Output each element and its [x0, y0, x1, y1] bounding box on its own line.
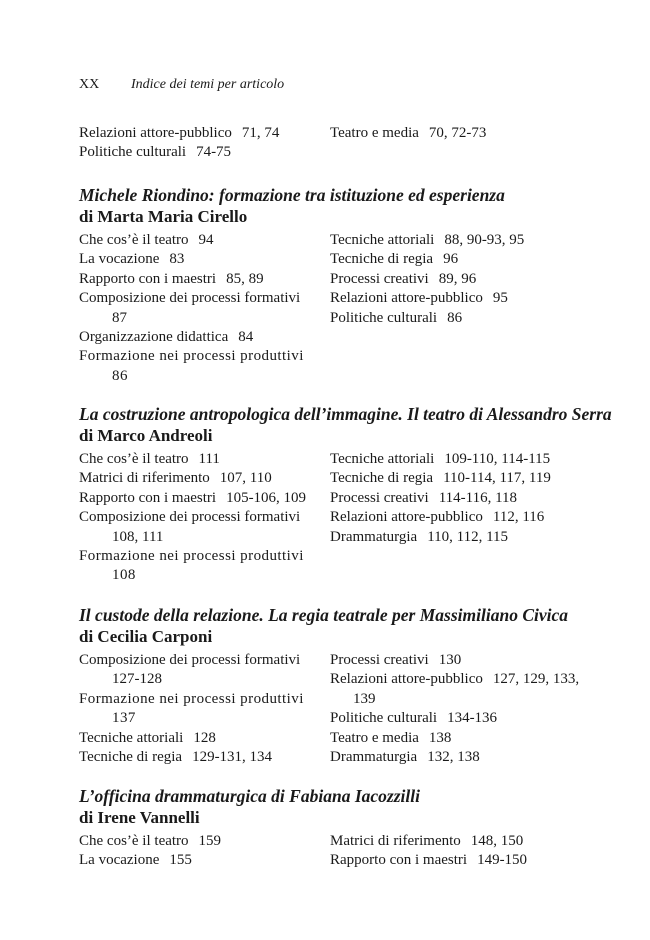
entry-term: Che cos’è il teatro — [79, 833, 189, 849]
index-entry — [330, 450, 580, 469]
index-entry — [79, 270, 319, 289]
entry-pages: 127, 129, 133, 139 — [353, 671, 580, 707]
entry-term: Teatro e media — [330, 125, 419, 141]
article-title: Il custode della relazione. La regia teatrale per Massimiliano Civica — [79, 605, 569, 625]
entry-pages: 138 — [428, 729, 452, 746]
entry-pages: 83 — [169, 251, 185, 268]
page-number: XX — [79, 77, 100, 92]
index-entry — [79, 328, 319, 347]
index-entry — [330, 651, 580, 670]
index-entry — [79, 250, 319, 269]
entry-pages: 74-75 — [196, 144, 232, 161]
index-entry — [330, 124, 580, 143]
section-iacozzilli — [79, 786, 579, 869]
article-author: di Marco Andreoli — [79, 426, 213, 445]
index-entry — [330, 469, 580, 488]
entry-term: Processi creativi — [330, 652, 429, 668]
entry-term: Politiche culturali — [79, 144, 187, 161]
entry-term: Tecniche di regia — [330, 251, 434, 268]
entry-pages: 129-131, 134 — [192, 749, 273, 766]
entry-pages: 86 — [112, 367, 128, 384]
entry-pages: 87 — [112, 309, 127, 326]
entry-pages: 94 — [198, 232, 214, 248]
entry-term: Composizione dei processi formativi — [79, 509, 301, 526]
running-title: Indice dei temi per articolo — [131, 77, 285, 92]
entry-pages: 86 — [447, 309, 463, 326]
article-title: L’officina drammaturgica di Fabiana Iacozzilli — [79, 786, 420, 806]
article-author: di Cecilia Carponi — [79, 627, 213, 646]
entry-term: Matrici di riferimento — [79, 470, 210, 487]
entry-term: Relazioni attore-pubblico — [330, 290, 483, 307]
index-entry — [330, 508, 580, 527]
entry-term: Tecniche attoriali — [79, 729, 184, 746]
entry-term: Rapporto con i maestri — [79, 489, 217, 506]
entry-pages: 132, 138 — [427, 749, 480, 766]
entry-term: Politiche culturali — [330, 710, 438, 727]
entry-pages: 108, 111 — [112, 528, 164, 545]
entry-term: La vocazione — [79, 852, 160, 869]
index-entry — [330, 729, 580, 748]
entry-term: Processi creativi — [330, 489, 429, 506]
entry-pages: 134-136 — [447, 710, 498, 727]
entry-term: Rapporto con i maestri — [330, 852, 468, 869]
index-entry — [79, 231, 319, 250]
entry-term: Tecniche di regia — [330, 470, 434, 487]
entry-term: Tecniche attoriali — [330, 451, 435, 467]
entry-term: Formazione nei processi produttivi — [79, 348, 304, 365]
entry-term: Tecniche di regia — [79, 749, 183, 766]
entry-pages: 95 — [492, 290, 508, 307]
index-entry — [330, 670, 580, 709]
index-entry — [330, 709, 580, 728]
entry-pages: 137 — [112, 710, 136, 727]
entry-term: Relazioni attore-pubblico — [330, 671, 483, 688]
entry-term: Organizzazione didattica — [79, 329, 229, 346]
article-title: La costruzione antropologica dell’immagine. Il teatro di Alessandro Serra — [79, 404, 612, 424]
index-entry — [330, 270, 580, 289]
entry-pages: 71, 74 — [241, 125, 280, 141]
index-entry — [79, 347, 319, 386]
entry-pages: 148, 150 — [470, 833, 524, 849]
entry-term: Drammaturgia — [330, 749, 418, 766]
index-entry — [79, 469, 319, 488]
entry-pages: 111 — [198, 451, 220, 467]
index-entry — [79, 143, 319, 162]
index-entry — [79, 124, 319, 143]
index-entry — [330, 832, 580, 851]
entry-pages: 109-110, 114-115 — [444, 451, 551, 467]
entry-term: Che cos’è il teatro — [79, 451, 189, 467]
entry-term: Relazioni attore-pubblico — [79, 125, 232, 141]
index-entry — [330, 309, 580, 328]
section-serra — [79, 404, 612, 584]
entry-term: Teatro e media — [330, 729, 419, 746]
entry-pages: 127-128 — [112, 671, 162, 688]
entry-pages: 107, 110 — [219, 470, 272, 487]
index-entry — [79, 748, 319, 767]
entry-term: Drammaturgia — [330, 528, 418, 545]
entry-pages: 105-106, 109 — [226, 489, 307, 506]
section-riondino — [79, 185, 579, 384]
entry-pages: 128 — [193, 729, 216, 746]
entry-term: Che cos’è il teatro — [79, 232, 189, 248]
index-entry — [79, 450, 319, 469]
index-entry — [79, 651, 319, 690]
entry-term: Politiche culturali — [330, 309, 438, 326]
article-title: Michele Riondino: formazione tra istituzione ed esperienza — [79, 185, 505, 205]
running-header — [79, 77, 284, 93]
entry-pages: 84 — [238, 329, 254, 346]
entry-pages: 130 — [438, 652, 462, 668]
entry-term: Formazione nei processi produttivi — [79, 548, 304, 565]
entry-pages: 89, 96 — [438, 270, 477, 287]
entry-pages: 108 — [112, 567, 136, 584]
entry-term: Tecniche attoriali — [330, 232, 435, 248]
entry-term: La vocazione — [79, 251, 160, 268]
entry-pages: 88, 90-93, 95 — [444, 232, 525, 248]
index-entry — [330, 289, 580, 308]
entry-pages: 110, 112, 115 — [427, 528, 509, 545]
entry-term: Matrici di riferimento — [330, 833, 461, 849]
index-entry — [330, 489, 580, 508]
index-entry — [330, 231, 580, 250]
article-author: di Marta Maria Cirello — [79, 207, 248, 226]
entry-pages: 114-116, 118 — [438, 489, 518, 506]
section-civica — [79, 605, 580, 766]
entry-pages: 70, 72-73 — [428, 125, 487, 141]
index-entry — [330, 250, 580, 269]
entry-term: Formazione nei processi produttivi — [79, 690, 304, 707]
entry-pages: 159 — [198, 833, 222, 849]
entry-term: Relazioni attore-pubblico — [330, 509, 483, 526]
index-entry — [79, 289, 319, 328]
index-entry — [79, 729, 319, 748]
index-entry — [79, 690, 319, 729]
index-entry — [330, 528, 580, 547]
index-entry — [79, 851, 319, 870]
index-entry — [79, 489, 319, 508]
index-entry — [79, 547, 319, 586]
entry-term: Composizione dei processi formativi — [79, 652, 301, 668]
entry-pages: 110-114, 117, 119 — [443, 470, 551, 487]
index-entry — [79, 508, 319, 547]
index-entry — [79, 832, 319, 851]
entry-pages: 155 — [169, 852, 192, 869]
entry-term: Composizione dei processi formativi — [79, 290, 301, 307]
entry-pages: 96 — [443, 251, 459, 268]
entry-pages: 149-150 — [477, 852, 528, 869]
entry-pages: 85, 89 — [226, 270, 264, 287]
index-entry — [330, 748, 580, 767]
entry-pages: 112, 116 — [492, 509, 545, 526]
entry-term: Rapporto con i maestri — [79, 270, 217, 287]
article-author: di Irene Vannelli — [79, 808, 200, 827]
index-entry — [330, 851, 580, 870]
entry-term: Processi creativi — [330, 270, 429, 287]
